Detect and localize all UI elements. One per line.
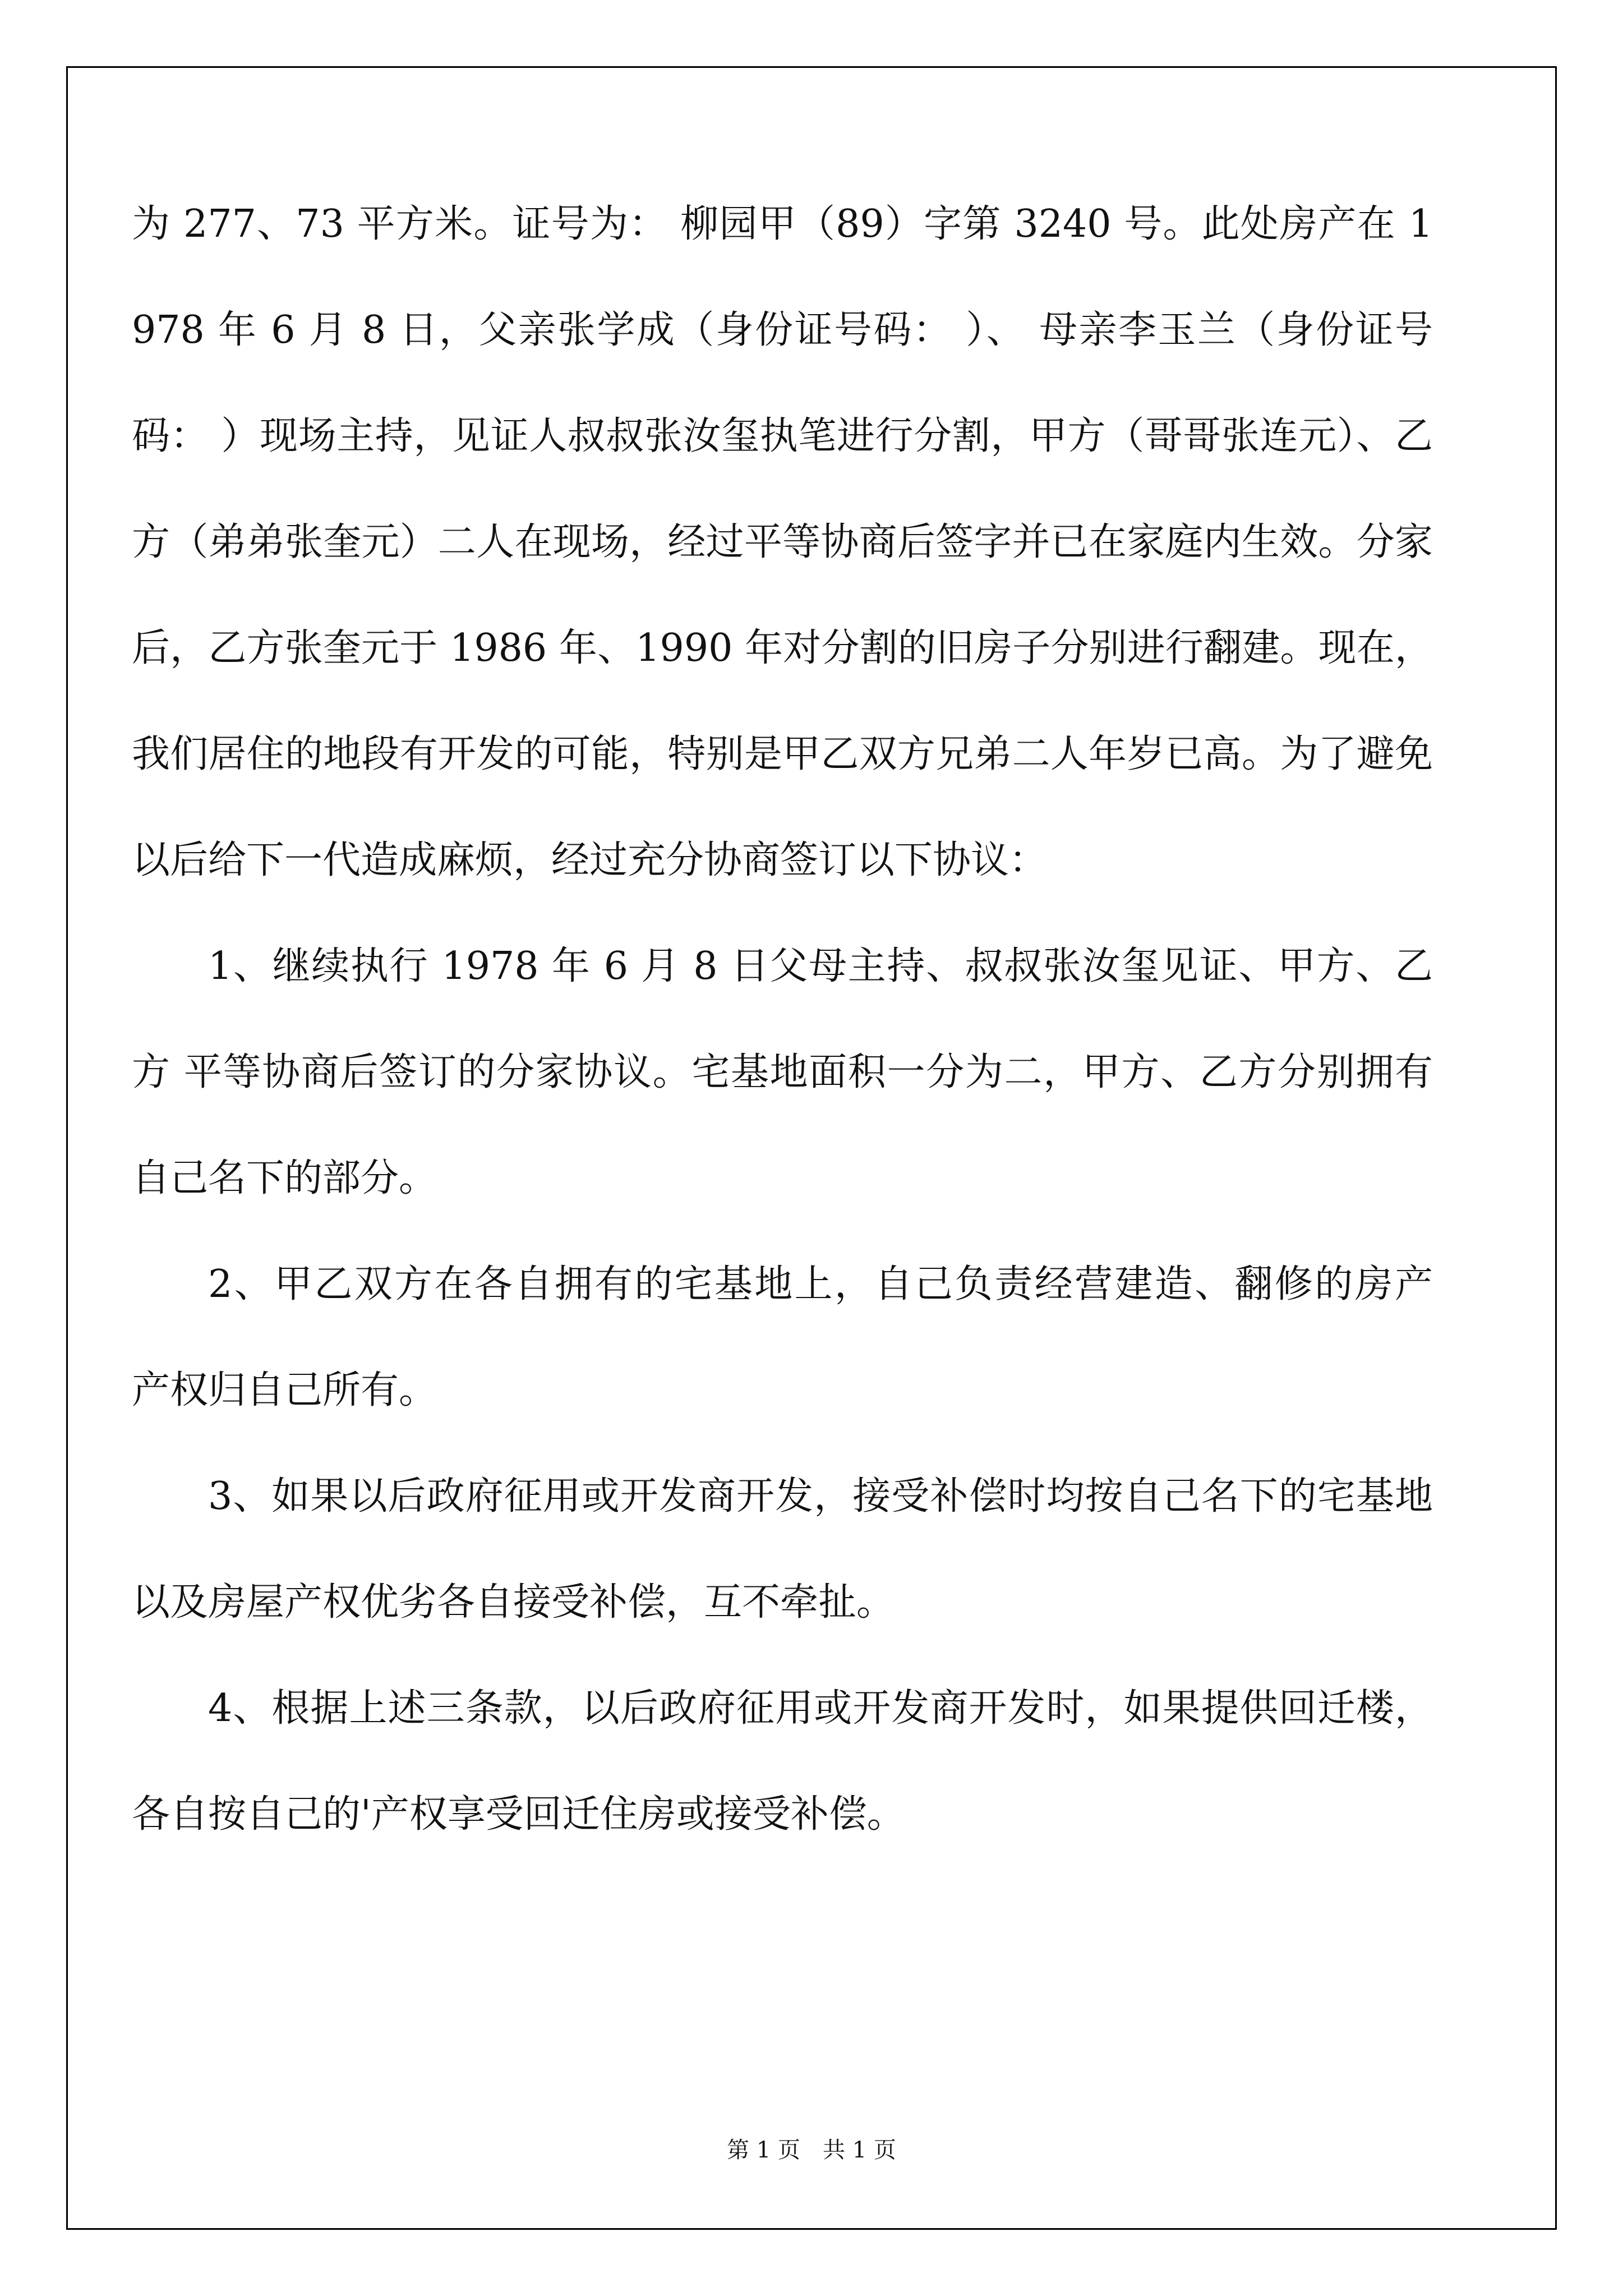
paragraph-preamble: 为 277、73 平方米。证号为： 柳园甲（89）字第 3240 号。此处房产在 1978 年 6 月 8 日，父亲张学成（身份证号码： ）、 母亲李玉兰（身份证号码： ）现场主持，见证人叔叔张汝玺执笔进行分割，甲方（哥哥张连元）、乙方（弟弟张奎元）二人在现场，经过平等协商后签字并已在家庭内生效。分家后，乙方张奎元于 1986 年、1990 年对分割的旧房子分别进行翻建。现在，我们居住的地段有开发的可能，特别是甲乙双方兄弟二人年岁已高。为了避免以后给下一代造成麻烦，经过充分协商签订以下协议：	[132, 202, 1433, 882]
paragraph-clause-1: 1、继续执行 1978 年 6 月 8 日父母主持、叔叔张汝玺见证、甲方、乙方 平等协商后签订的分家协议。宅基地面积一分为二，甲方、乙方分别拥有自己名下的部分。	[132, 944, 1433, 1200]
paragraph-clause-4: 4、根据上述三条款，以后政府征用或开发商开发时，如果提供回迁楼，各自按自己的'产权享受回迁住房或接受补偿。	[132, 1686, 1433, 1837]
paragraph-clause-3: 3、如果以后政府征用或开发商开发，接受补偿时均按自己名下的宅基地以及房屋产权优劣各自接受补偿，互不牵扯。	[132, 1474, 1433, 1625]
page-number-footer: 第 1 页 共 1 页	[727, 2137, 896, 2163]
agreement-body	[132, 171, 1472, 1867]
paragraph-clause-2: 2、甲乙双方在各自拥有的宅基地上，自己负责经营建造、翻修的房产 产权归自己所有。	[132, 1262, 1472, 1412]
